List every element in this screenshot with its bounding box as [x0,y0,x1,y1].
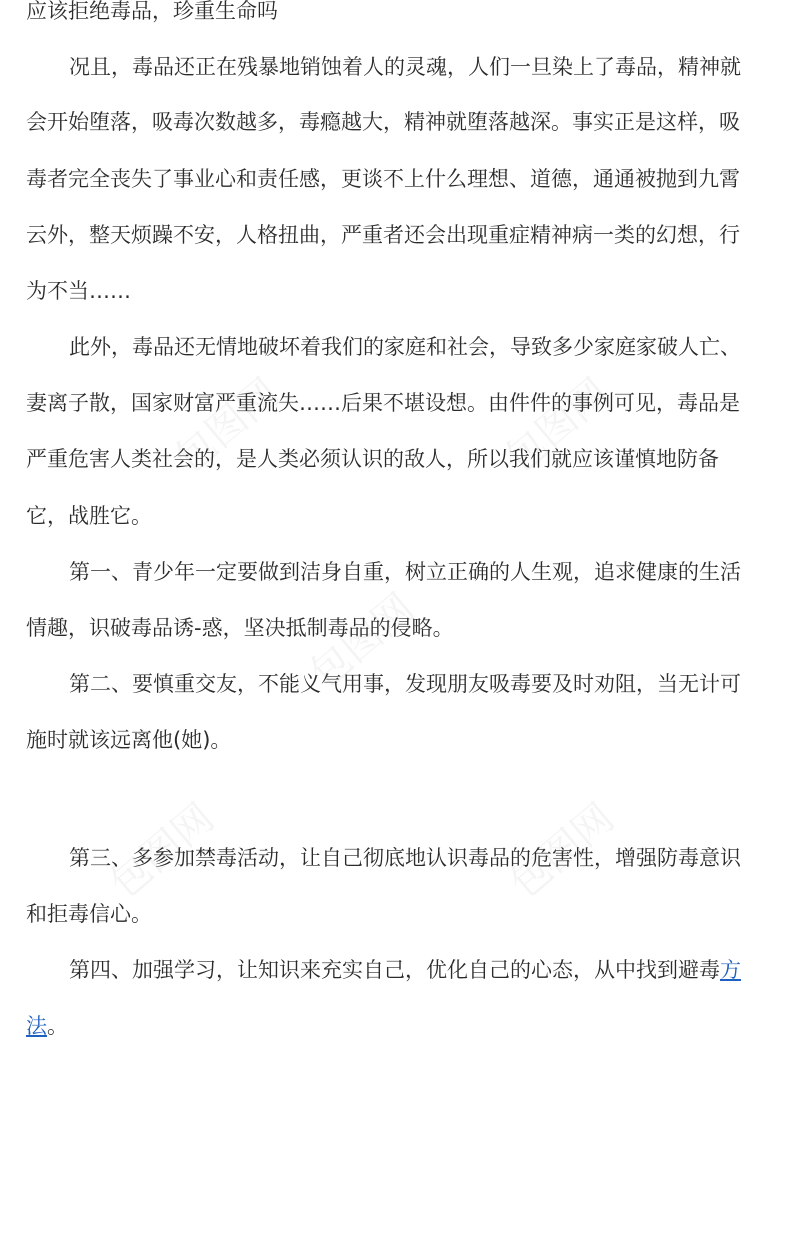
text-segment: 第四、加强学习，让知识来充实自己，优化自己的心态，从中找到避毒 [69,958,720,982]
paragraph-first-line: 第二、要慎重交友，不能义气用事，发现朋友吸毒要及时劝阻，当无计可 [69,672,741,696]
text-line: 应该拒绝毒品，珍重生命吗 [26,0,278,23]
text-line: 严重危害人类社会的，是人类必须认识的敌人，所以我们就应该谨慎地防备 [26,447,719,471]
watermark: 包图网 [101,794,223,908]
paragraph-first-line [69,956,741,984]
text-line: 妻离子散，国家财富严重流失……后果不堪设想。由件件的事例可见，毒品是 [26,391,740,415]
paragraph-first-line: 第一、青少年一定要做到洁身自重，树立正确的人生观，追求健康的生活 [69,560,741,584]
text-line: 为不当…… [26,279,131,303]
watermark: 包图网 [496,369,618,483]
text-line: 施时就该远离他(她)。 [26,728,232,752]
text-line: 情趣，识破毒品诱-惑，坚决抵制毒品的侵略。 [26,616,454,640]
watermark: 包图网 [166,369,288,483]
text-line: 它，战胜它。 [26,504,152,528]
punctuation: 。 [47,1014,68,1038]
text-line [26,1012,68,1040]
text-line: 会开始堕落，吸毒次数越多，毒瘾越大，精神就堕落越深。事实正是这样，吸 [26,110,740,134]
method-link-part1[interactable]: 方 [720,958,741,982]
paragraph-first-line: 此外，毒品还无情地破坏着我们的家庭和社会，导致多少家庭家破人亡、 [69,335,741,359]
text-line: 云外，整天烦躁不安，人格扭曲，严重者还会出现重症精神病一类的幻想，行 [26,223,740,247]
text-line: 和拒毒信心。 [26,902,152,926]
watermark: 包图网 [301,584,423,698]
watermark: 包图网 [501,794,623,908]
paragraph-first-line: 况且，毒品还正在残暴地销蚀着人的灵魂，人们一旦染上了毒品，精神就 [69,55,741,79]
text-line: 毒者完全丧失了事业心和责任感，更谈不上什么理想、道德，通通被抛到九霄 [26,167,740,191]
paragraph-first-line: 第三、多参加禁毒活动，让自己彻底地认识毒品的危害性，增强防毒意识 [69,846,741,870]
method-link-part2[interactable]: 法 [26,1014,47,1038]
